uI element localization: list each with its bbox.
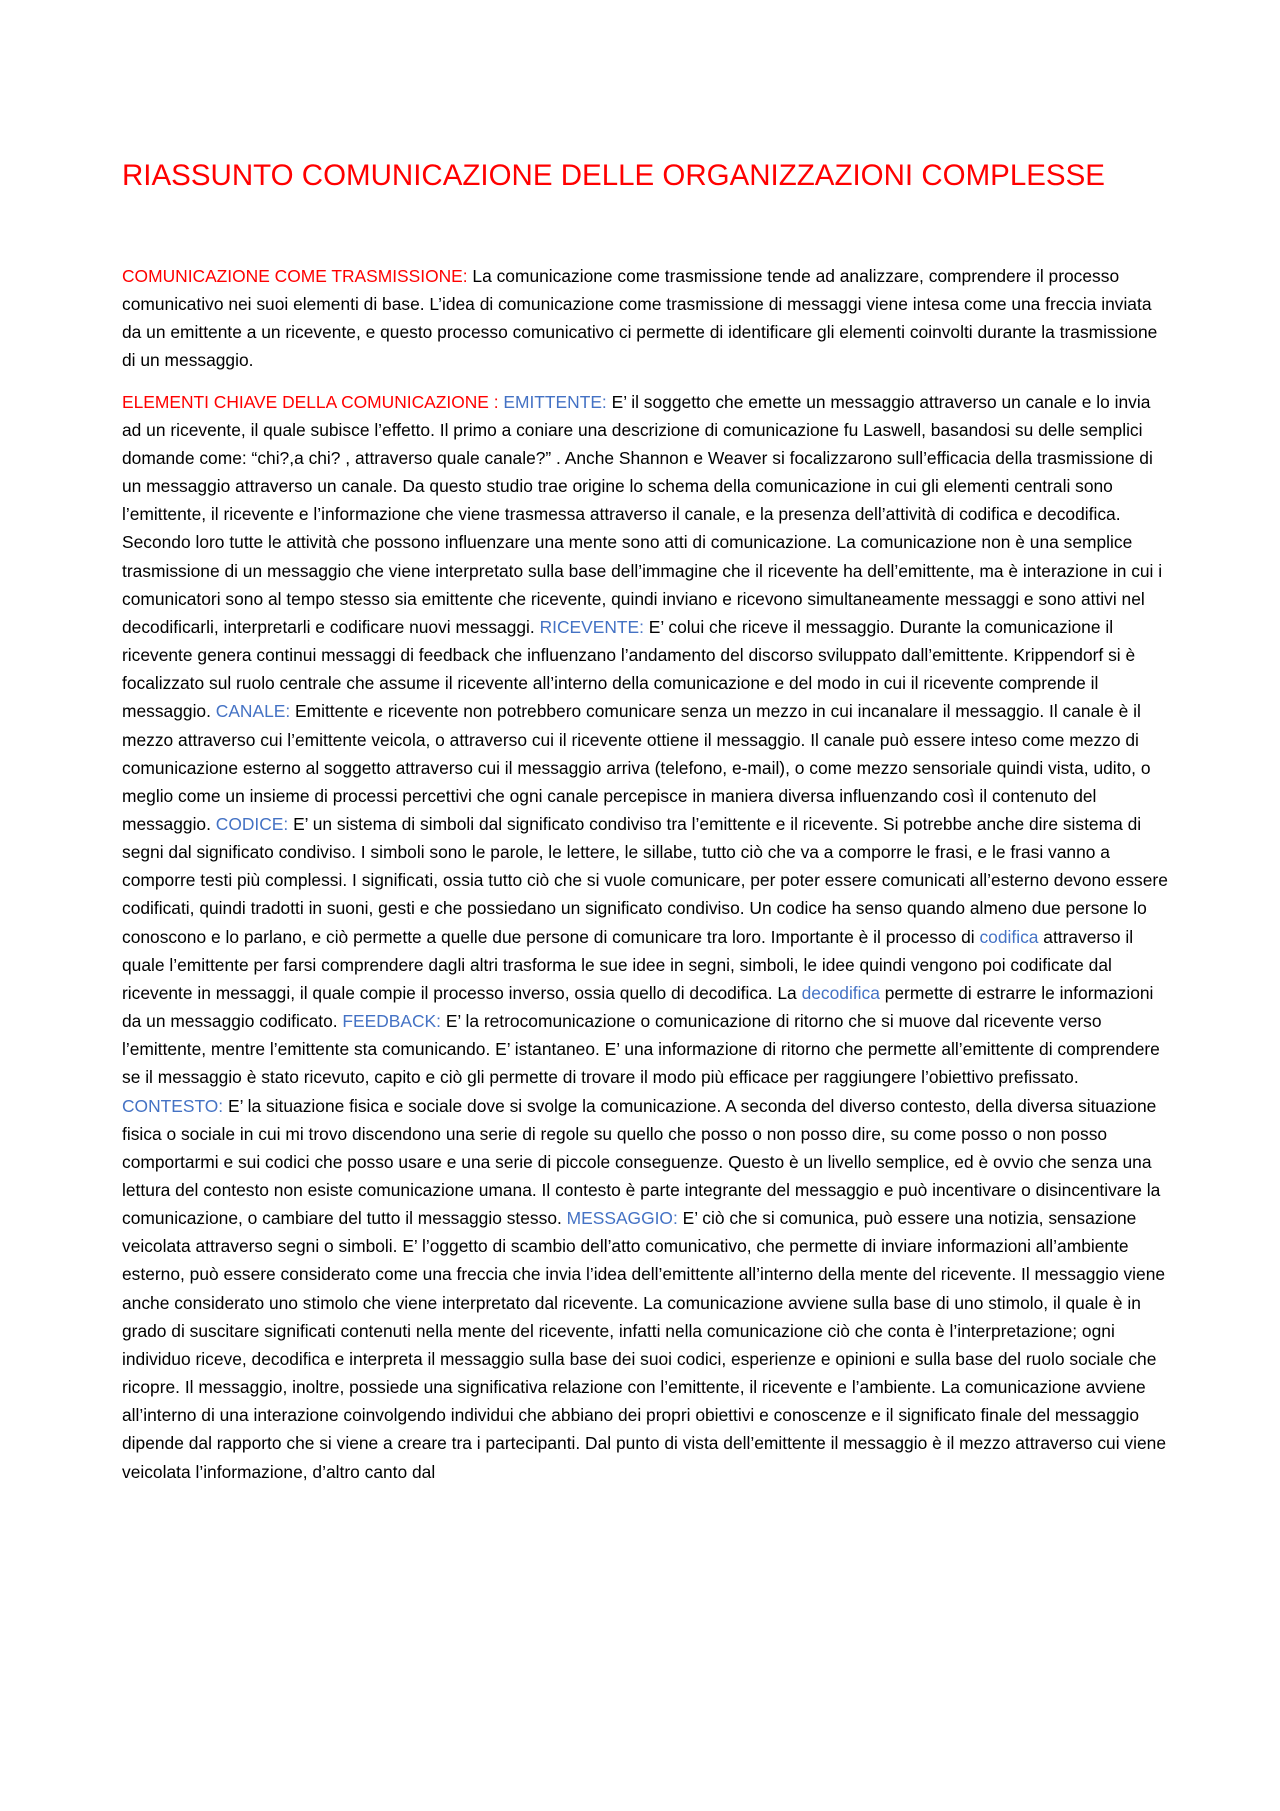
- text-ricevente: E’ colui che riceve il messaggio. Durante la comunicazione il ricevente genera continui messaggi di feedback che influenzano l’andamento del discorso sviluppato dall’emittente. Krippendorf si è focalizzato sul ruolo centrale che assume il ricevente all’interno della comunicazione e del modo in cui il ricevente comprende il messaggio.: [122, 616, 1136, 722]
- keyword-codice: CODICE:: [215, 813, 289, 834]
- keyword-contesto: CONTESTO:: [122, 1095, 224, 1116]
- text-decodifica: permette di estrarre le informazioni da un messaggio codificato.: [122, 982, 1154, 1032]
- section-heading: COMUNICAZIONE COME TRASMISSIONE:: [122, 266, 468, 286]
- text-codice: E’ un sistema di simboli dal significato condiviso tra l’emittente e il ricevente. Si potrebbe anche dire sistema di segni dal significato condiviso. I simboli sono le parole, le lettere, le sillabe, tutto ciò che va a comporre le frasi, e le frasi vanno a comporre testi più complessi. I significati, ossia tutto ciò che si vuole comunicare, per poter essere comunicati all’esterno devono essere codificati, quindi tradotti in suoni, gesti e che possiedano un significato condiviso. Un codice ha senso quando almeno due persone lo conoscono e lo parlano, e ciò permette a quelle due persone di comunicare tra loro. Importante è il processo di: [122, 813, 1168, 947]
- text-codifica: attraverso il quale l’emittente per farsi comprendere dagli altri trasforma le sue idee in segni, simboli, le idee quindi vengono poi codificate dal ricevente in messaggi, il quale compie il processo inverso, ossia quello di decodifica. La: [122, 926, 1134, 1003]
- text-messaggio: E’ ciò che si comunica, può essere una notizia, sensazione veicolata attraverso segni o simboli. E’ l’oggetto di scambio dell’atto comunicativo, che permette di inviare informazioni all’ambiente esterno, può essere considerato come una freccia che invia l’idea dell’emittente all’interno della mente del ricevente. Il messaggio viene anche considerato uno stimolo che viene interpretato dal ricevente. La comunicazione avviene sulla base di uno stimolo, il quale è in grado di suscitare significati contenuti nella mente del ricevente, infatti nella comunicazione ciò che conta è l’interpretazione; ogni individuo riceve, decodifica e interpreta il messaggio sulla base dei suoi codici, esperienze e opinioni e sulla base del ruolo sociale che ricopre. Il messaggio, inoltre, possiede una significativa relazione con l’emittente, il ricevente e l’ambiente. La comunicazione avviene all’interno di una interazione coinvolgendo individui che abbiano dei propri obiettivi e conoscenze e il significato finale del messaggio dipende dal rapporto che si viene a creare tra i partecipanti. Dal punto di vista dell’emittente il messaggio è il mezzo attraverso cui viene veicolata l’informazione, d’altro canto dal: [122, 1208, 1166, 1482]
- paragraph-text: La comunicazione come trasmissione tende ad analizzare, comprendere il processo comunicativo nei suoi elementi di base. L’idea di comunicazione come trasmissione di messaggi viene intesa come una freccia inviata da un emittente a un ricevente, e questo processo comunicativo ci permette di identificare gli elementi coinvolti durante la trasmissione di un messaggio.: [122, 266, 1158, 371]
- text-feedback: E’ la retrocomunicazione o comunicazione di ritorno che si muove dal ricevente verso l’emittente, mentre l’emittente sta comunicando. E’ istantaneo. E’ una informazione di ritorno che permette all’emittente di comprendere se il messaggio è stato ricevuto, capito e ciò gli permette di trovare il modo più efficace per raggiungere l’obiettivo prefissato.: [122, 1011, 1160, 1088]
- keyword-messaggio: MESSAGGIO:: [566, 1208, 678, 1229]
- text-canale: Emittente e ricevente non potrebbero comunicare senza un mezzo in cui incanalare il messaggio. Il canale è il mezzo attraverso cui l’emittente veicola, o attraverso cui il ricevente ottiene il messaggio. Il canale può essere inteso come mezzo di comunicazione esterno al soggetto attraverso cui il messaggio arriva (telefono, e-mail), o come mezzo sensoriale quindi vista, udito, o meglio come un insieme di processi percettivi che ogni canale percepisce in maniera diversa influenzando così il contenuto del messaggio.: [122, 701, 1151, 834]
- keyword-emittente: EMITTENTE:: [498, 391, 607, 412]
- text-emittente: E’ il soggetto che emette un messaggio attraverso un canale e lo invia ad un ricevente, il quale subisce l’effetto. Il primo a coniare una descrizione di comunicazione fu Laswell, basandosi su delle semplici domande come: “chi?,a chi? , attraverso quale canale?” . Anche Shannon e Weaver si focalizzarono sull’efficacia della trasmissione di un messaggio attraverso un canale. Da questo studio trae origine lo schema della comunicazione in cui gli elementi centrali sono l’emittente, il ricevente e l’informazione che viene trasmessa attraverso il canale, e la presenza dell’attività di codifica e decodifica. Secondo loro tutte le attività che possono influenzare una mente sono atti di comunicazione. La comunicazione non è una semplice trasmissione di un messaggio che viene interpretato sulla base dell’immagine che il ricevente ha dell’emittente, ma è interazione in cui i comunicatori sono al tempo stesso sia emittente che ricevente, quindi inviano e ricevono simultaneamente messaggi e sono attivi nel decodificarli, interpretarli e codificare nuovi messaggi.: [122, 391, 1163, 637]
- text-contesto: E’ la situazione fisica e sociale dove si svolge la comunicazione. A seconda del diverso contesto, della diversa situazione fisica o sociale in cui mi trovo discendono una serie di regole su quello che posso o non posso dire, su come posso o non posso comportarmi e sui codici che posso usare e una serie di piccole conseguenze. Questo è un livello semplice, ed è ovvio che senza una lettura del contesto non esiste comunicazione umana. Il contesto è parte integrante del messaggio e può incentivare o disincentivare la comunicazione, o cambiare del tutto il messaggio stesso.: [122, 1095, 1161, 1229]
- document-body: [122, 262, 1168, 1499]
- document-title: RIASSUNTO COMUNICAZIONE DELLE ORGANIZZAZIONI COMPLESSE: [122, 159, 1105, 192]
- keyword-codifica: codifica: [979, 926, 1039, 947]
- paragraph-trasmissione: [122, 262, 1168, 375]
- keyword-decodifica: decodifica: [801, 982, 880, 1003]
- section-heading: ELEMENTI CHIAVE DELLA COMUNICAZIONE :: [122, 391, 499, 412]
- paragraph-elementi-chiave: [122, 388, 1168, 1486]
- keyword-feedback: FEEDBACK:: [342, 1011, 441, 1032]
- keyword-ricevente: RICEVENTE:: [539, 616, 644, 637]
- keyword-canale: CANALE:: [215, 701, 291, 722]
